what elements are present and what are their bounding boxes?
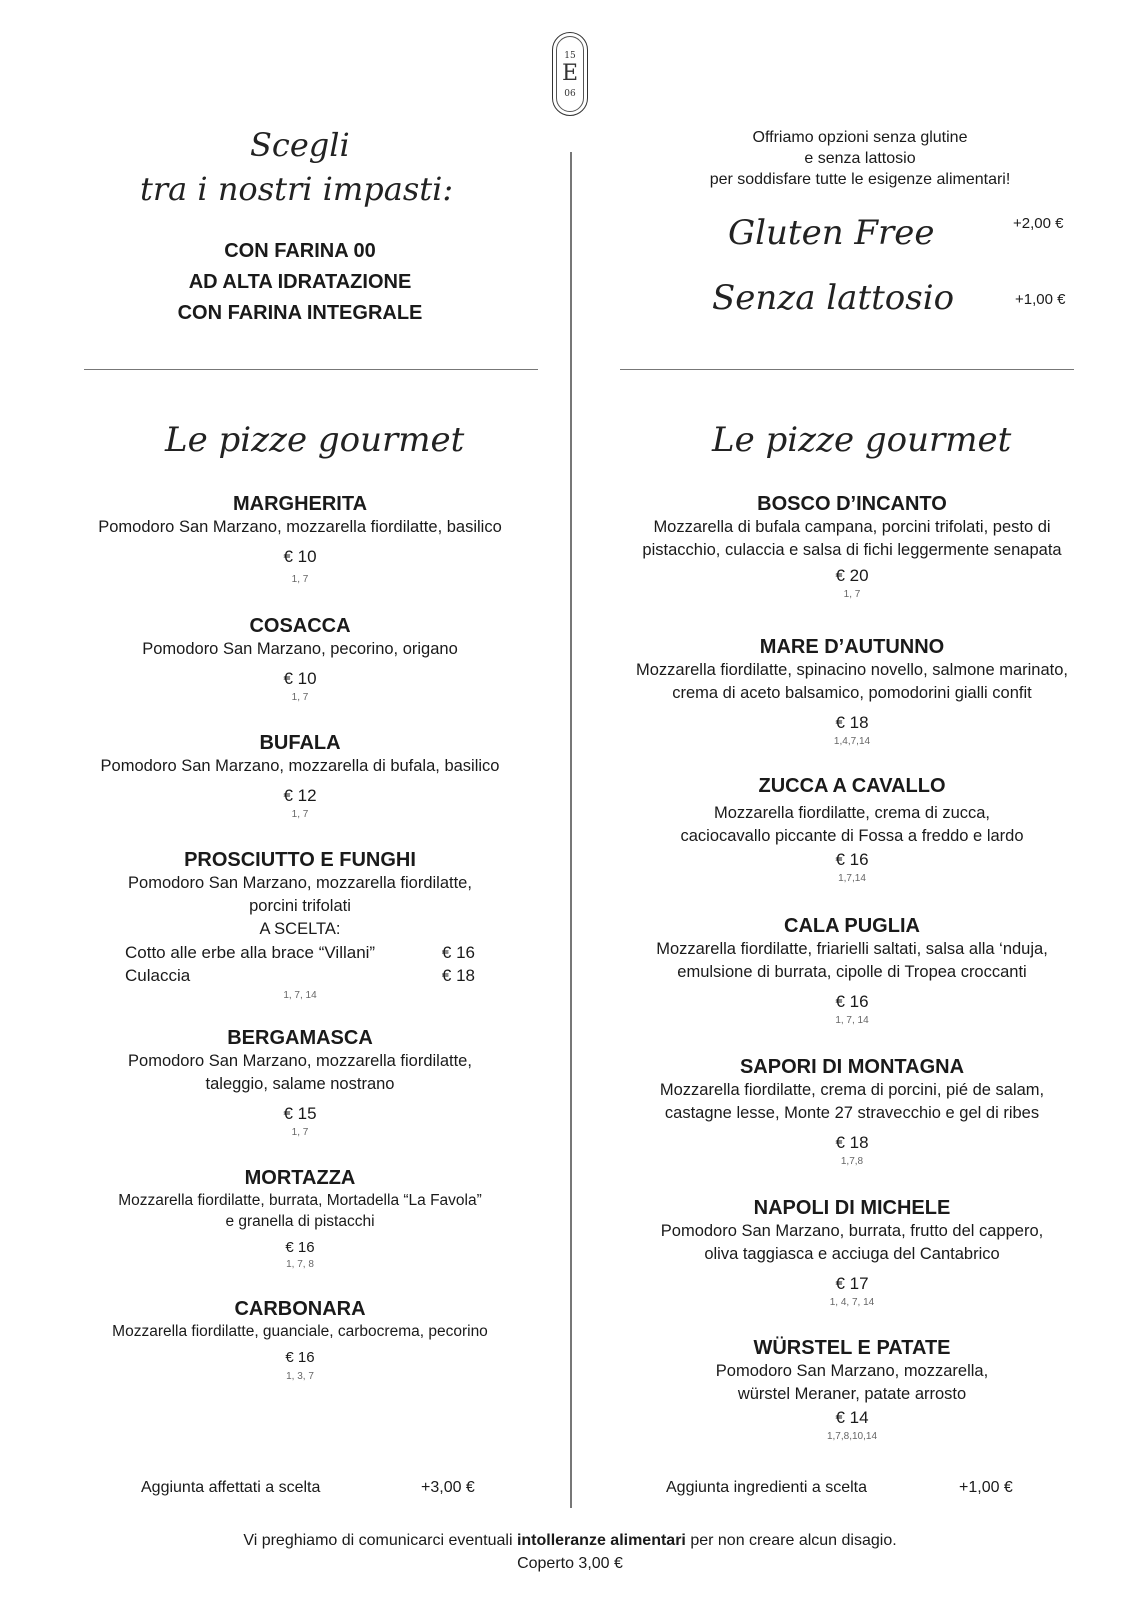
pizza-description: taleggio, salame nostrano (205, 1075, 395, 1093)
footer-note (100, 1529, 1040, 1575)
pizza-price: € 15 (283, 1104, 317, 1123)
dough-option: CON FARINA 00 (224, 240, 376, 262)
pizza-allergens: 1, 7 (843, 589, 861, 600)
pizza-bosco-dincanto (592, 492, 1112, 601)
left-extra-price: +3,00 € (421, 1479, 475, 1496)
pizza-allergens: 1, 7, 14 (283, 990, 317, 1001)
pizza-cosacca (40, 614, 560, 704)
right-extra-label: Aggiunta ingredienti a scelta (666, 1479, 868, 1496)
pizza-name: CALA PUGLIA (784, 915, 920, 937)
pizza-description: Pomodoro San Marzano, mozzarella di bufala, basilico (100, 757, 500, 775)
dough-script-title-1: Scegli (250, 126, 350, 164)
choice-label: Culaccia (125, 966, 191, 985)
choice-label: Cotto alle erbe alla brace “Villani” (125, 943, 376, 962)
logo-top-number: 15 (564, 51, 576, 61)
pizza-zucca-a-cavallo (592, 774, 1112, 885)
pizza-name: MARE D’AUTUNNO (759, 636, 945, 658)
pizza-name: PROSCIUTTO E FUNGHI (184, 849, 416, 871)
dough-options (100, 236, 500, 329)
pizza-allergens: 1, 4, 7, 14 (829, 1297, 875, 1308)
pizza-mare-dautunno (592, 635, 1112, 748)
choice-price: € 18 (441, 966, 475, 985)
pizza-price: € 18 (835, 1133, 869, 1152)
pizza-sapori-di-montagna (592, 1055, 1112, 1168)
pizza-allergens: 1, 7 (291, 692, 309, 703)
pizza-description: Pomodoro San Marzano, burrata, frutto del cappero, (660, 1222, 1044, 1240)
intro-line: Offriamo opzioni senza glutine (752, 129, 968, 146)
pizza-description: Pomodoro San Marzano, mozzarella, (715, 1362, 989, 1380)
pizza-description: castagne lesse, Monte 27 stravecchio e gel di ribes (664, 1104, 1040, 1122)
pizza-description: Mozzarella fiordilatte, crema di zucca, (713, 804, 991, 822)
pizza-bufala (40, 731, 560, 821)
pizza-description: Pomodoro San Marzano, mozzarella fiordilatte, (128, 1052, 472, 1070)
pizza-name: COSACCA (249, 615, 351, 637)
pizza-description: Pomodoro San Marzano, pecorino, origano (142, 640, 458, 658)
pizza-price: € 10 (283, 547, 317, 566)
lactose-free-label: Senza lattosio (712, 278, 955, 318)
pizza-name: WÜRSTEL E PATATE (753, 1337, 951, 1359)
pizza-description: Mozzarella fiordilatte, burrata, Mortadella “La Favola” (118, 1192, 482, 1209)
pizza-description: caciocavallo piccante di Fossa a freddo e lardo (680, 827, 1024, 845)
pizza-margherita (40, 492, 560, 586)
pizza-choice-row (125, 964, 475, 987)
pizza-price: € 16 (285, 1349, 315, 1366)
pizza-wurstel-e-patate (592, 1336, 1112, 1443)
right-extra-price: +1,00 € (959, 1479, 1013, 1496)
pizza-price: € 12 (283, 786, 317, 805)
pizza-name: CARBONARA (234, 1298, 366, 1320)
pizza-prosciutto-e-funghi (40, 848, 560, 1002)
pizza-description: pistacchio, culaccia e salsa di fichi leggermente senapata (642, 541, 1062, 559)
pizza-carbonara (40, 1297, 560, 1383)
pizza-description: Mozzarella fiordilatte, crema di porcini, pié de salam, (659, 1081, 1045, 1099)
pizza-description: Mozzarella fiordilatte, friarielli saltati, salsa alla ‘nduja, (656, 940, 1048, 958)
left-column-title: Le pizze gourmet (165, 420, 465, 460)
gluten-free-label: Gluten Free (728, 213, 935, 253)
pizza-description: Mozzarella fiordilatte, guanciale, carbocrema, pecorino (112, 1323, 488, 1340)
dough-option: CON FARINA INTEGRALE (177, 302, 423, 324)
pizza-description: crema di aceto balsamico, pomodorini gialli confit (672, 684, 1032, 702)
left-extra-label: Aggiunta affettati a scelta (141, 1479, 321, 1496)
pizza-description: Mozzarella di bufala campana, porcini trifolati, pesto di (653, 518, 1051, 536)
pizza-allergens: 1,7,8 (840, 1156, 864, 1167)
pizza-description: e granella di pistacchi (225, 1213, 375, 1230)
lactose-free-price: +1,00 € (1015, 291, 1066, 308)
notice-emphasis: intolleranze alimentari (516, 1532, 686, 1549)
pizza-allergens: 1, 3, 7 (286, 1371, 314, 1382)
restaurant-logo (552, 32, 588, 116)
pizza-price: € 16 (835, 992, 869, 1011)
pizza-price: € 20 (835, 566, 869, 585)
logo-letter: E (561, 61, 579, 86)
left-section-divider (84, 369, 538, 370)
pizza-name: BUFALA (259, 732, 341, 754)
intro-line: per soddisfare tutte le esigenze alimentari! (709, 171, 1011, 188)
pizza-napoli-di-michele (592, 1196, 1112, 1309)
pizza-allergens: 1,4,7,14 (833, 736, 871, 747)
pizza-allergens: 1, 7, 14 (835, 1015, 869, 1026)
pizza-allergens: 1, 7, 8 (286, 1259, 314, 1270)
pizza-description: Mozzarella fiordilatte, spinacino novello, salmone marinato, (636, 661, 1068, 679)
pizza-name: NAPOLI DI MICHELE (753, 1197, 951, 1219)
pizza-choice-row (125, 941, 475, 964)
pizza-description: emulsione di burrata, cipolle di Tropea croccanti (677, 963, 1027, 981)
gluten-free-price: +2,00 € (1013, 215, 1064, 232)
pizza-cala-puglia (592, 914, 1112, 1027)
pizza-price: € 17 (835, 1274, 869, 1293)
notice-text: Vi preghiamo di comunicarci eventuali (243, 1532, 517, 1549)
pizza-allergens: 1,7,14 (838, 873, 866, 884)
pizza-price: € 16 (835, 850, 869, 869)
pizza-description: Pomodoro San Marzano, mozzarella fiordilatte, (128, 874, 472, 892)
pizza-price: € 10 (283, 669, 317, 688)
pizza-allergens: 1, 7 (291, 1127, 309, 1138)
right-column-title: Le pizze gourmet (712, 420, 1012, 460)
pizza-allergens: 1, 7 (291, 809, 309, 820)
pizza-description: würstel Meraner, patate arrosto (737, 1385, 967, 1403)
pizza-description: oliva taggiasca e acciuga del Cantabrico (704, 1245, 1000, 1263)
pizza-name: BERGAMASCA (227, 1027, 373, 1049)
pizza-name: ZUCCA A CAVALLO (758, 775, 946, 797)
pizza-description: Pomodoro San Marzano, mozzarella fiordilatte, basilico (98, 518, 502, 536)
pizza-price: € 14 (835, 1408, 869, 1427)
choice-price: € 16 (441, 943, 475, 962)
right-section-divider (620, 369, 1074, 370)
pizza-name: MORTAZZA (244, 1167, 356, 1189)
intro-line: e senza lattosio (804, 150, 916, 167)
dietary-intro (660, 127, 1060, 190)
pizza-allergens: 1,7,8,10,14 (826, 1431, 878, 1442)
pizza-description: porcini trifolati (249, 897, 351, 915)
center-divider (570, 152, 572, 1508)
pizza-choice-heading: A SCELTA: (259, 920, 341, 938)
pizza-allergens: 1, 7 (291, 574, 309, 585)
dough-script-title-2: tra i nostri impasti: (140, 170, 454, 208)
pizza-price: € 16 (285, 1239, 315, 1256)
logo-bottom-number: 06 (564, 89, 576, 99)
pizza-name: MARGHERITA (232, 493, 368, 515)
pizza-name: BOSCO D’INCANTO (757, 493, 947, 515)
dough-option: AD ALTA IDRATAZIONE (188, 271, 412, 293)
pizza-mortazza (40, 1166, 560, 1271)
pizza-bergamasca (40, 1026, 560, 1139)
cover-charge: Coperto 3,00 € (517, 1555, 623, 1572)
pizza-name: SAPORI DI MONTAGNA (739, 1056, 965, 1078)
notice-text: per non creare alcun disagio. (685, 1532, 897, 1549)
intolerance-notice (100, 1529, 1040, 1552)
pizza-price: € 18 (835, 713, 869, 732)
